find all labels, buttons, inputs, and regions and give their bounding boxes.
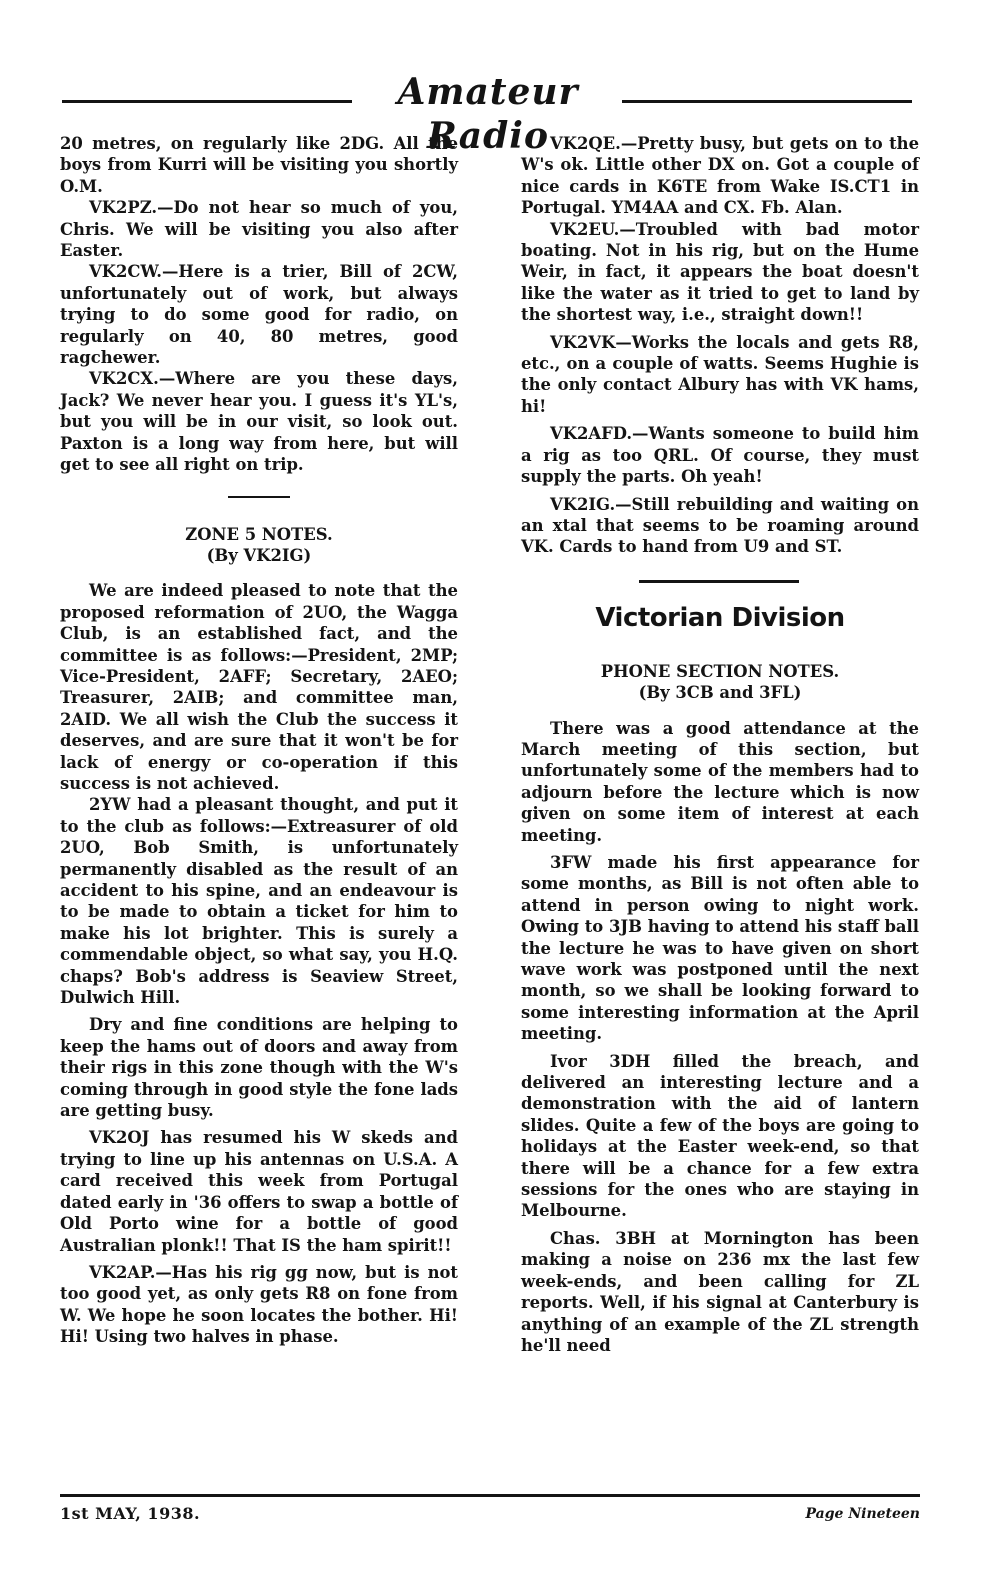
phone-paragraph: 3FW made his first appearance for some months, as Bill is not often able to attend in person owing to night work. Owing to 3JB having to attend his staff ball the lecture he was to have given on short wave work was postponed until the next month, so we shall be looking forward to some interesting information at the April meeting. bbox=[521, 852, 919, 1044]
division-rule bbox=[639, 580, 799, 583]
note-vk2vk: VK2VK—Works the locals and gets R8, etc., on a couple of watts. Seems Hughie is the only contact Albury has with VK hams, hi! bbox=[521, 332, 919, 416]
issue-date: 1st MAY, 1938. bbox=[60, 1504, 201, 1523]
masthead bbox=[62, 70, 912, 157]
note-vk2cx: VK2CX.—Where are you these days, Jack? We never hear you. I guess it's YL's, but you will be in our visit, so look out. Paxton is a long way from here, but will get to see all right on trip. bbox=[60, 369, 458, 475]
phone-paragraph: There was a good attendance at the March meeting of this section, but unfortunately some of the members had to adjourn before the lecture which is now given on some item of interest at each meeting. bbox=[521, 718, 919, 845]
footer-rule bbox=[60, 1494, 920, 1497]
continued-paragraph: 20 metres, on regularly like 2DG. All the boys from Kurri will be visiting you shortly O.M. bbox=[60, 134, 458, 196]
masthead-logo: Amateur Radio bbox=[397, 71, 579, 157]
zone-paragraph: VK2OJ has resumed his W skeds and trying to line up his antennas on U.S.A. A card received this week from Portugal dated early in '36 offers to swap a bottle of Old Porto wine for a bottle of good Australian plonk!! That IS the ham spirit!! bbox=[60, 1128, 458, 1255]
section-divider bbox=[228, 496, 290, 498]
zone-paragraph: We are indeed pleased to note that the proposed reformation of 2UO, the Wagga Club, is an established fact, and the committee is as follows:—President, 2MP; Vice-President, 2AFF; Secretary, 2AEO; Treasurer, 2AIB; and committee man, 2AID. We all wish the Club the success it deserves, and are sure that it won't be for lack of energy or co-operation if this success is not achieved. bbox=[60, 581, 458, 793]
note-vk2afd: VK2AFD.—Wants someone to build him a rig as too QRL. Of course, they must supply the parts. Oh yeah! bbox=[521, 424, 919, 487]
zone-paragraph: Dry and fine conditions are helping to keep the hams out of doors and away from their rigs in this zone though with the W's coming through in good style the fone lads are getting busy. bbox=[60, 1015, 458, 1121]
note-vk2ig: VK2IG.—Still rebuilding and waiting on an xtal that seems to be roaming around VK. Cards to hand from U9 and ST. bbox=[521, 494, 919, 557]
right-column bbox=[521, 133, 919, 1356]
division-title: Victorian Division bbox=[595, 602, 845, 633]
masthead-rule-right bbox=[622, 100, 912, 103]
note-vk2qe: VK2QE.—Pretty busy, but gets on to the W's ok. Little other DX on. Got a couple of nice cards in K6TE from Wake IS.CT1 in Portugal. YM4AA and CX. Fb. Alan. bbox=[521, 134, 919, 218]
note-vk2pz: VK2PZ.—Do not hear so much of you, Chris. We will be visiting you also after Easter. bbox=[60, 198, 458, 261]
phone-paragraph: Ivor 3DH filled the breach, and delivered an interesting lecture and a demonstration with the aid of lantern slides. Quite a few of the boys are going to holidays at the Easter week-end, so that there will be a chance for a few extra sessions for the ones who are staying in Melbourne. bbox=[521, 1051, 919, 1221]
phone-section-heading: PHONE SECTION NOTES. bbox=[600, 661, 840, 681]
masthead-rule-left bbox=[62, 100, 352, 103]
note-vk2eu: VK2EU.—Troubled with bad motor boating. Not in his rig, but on the Hume Weir, in fact, it appears the boat doesn't like the water as it tried to get to land by the shortest way, i.e., straight down!! bbox=[521, 219, 919, 325]
phone-paragraph: Chas. 3BH at Mornington has been making a noise on 236 mx the last few week-ends, and been calling for ZL reports. Well, if his signal at Canterbury is anything of an example of the ZL strength he'll need bbox=[521, 1228, 919, 1355]
zone-5-byline: (By VK2IG) bbox=[206, 545, 312, 565]
left-column bbox=[60, 133, 458, 1348]
zone-paragraph: 2YW had a pleasant thought, and put it to the club as follows:—Extreasurer of old 2UO, Bob Smith, is unfortunately permanently disabled as the result of an accident to his spine, and an endeavour is to be made to obtain a ticket for him to make his lot brighter. This is surely a commendable object, so what say, you H.Q. chaps? Bob's address is Seaview Street, Dulwich Hill. bbox=[60, 795, 458, 1008]
zone-paragraph: VK2AP.—Has his rig gg now, but is not too good yet, as only gets R8 on fone from W. We hope he soon locates the bother. Hi! Hi! Using two halves in phase. bbox=[60, 1262, 458, 1347]
note-vk2cw: VK2CW.—Here is a trier, Bill of 2CW, unfortunately out of work, but always trying to do some good for radio, on regularly on 40, 80 metres, good ragchewer. bbox=[60, 262, 458, 368]
page-footer bbox=[60, 1494, 920, 1523]
page-number: Page Nineteen bbox=[805, 1506, 920, 1522]
zone-5-heading: ZONE 5 NOTES. bbox=[185, 524, 333, 544]
phone-section-byline: (By 3CB and 3FL) bbox=[638, 683, 802, 703]
